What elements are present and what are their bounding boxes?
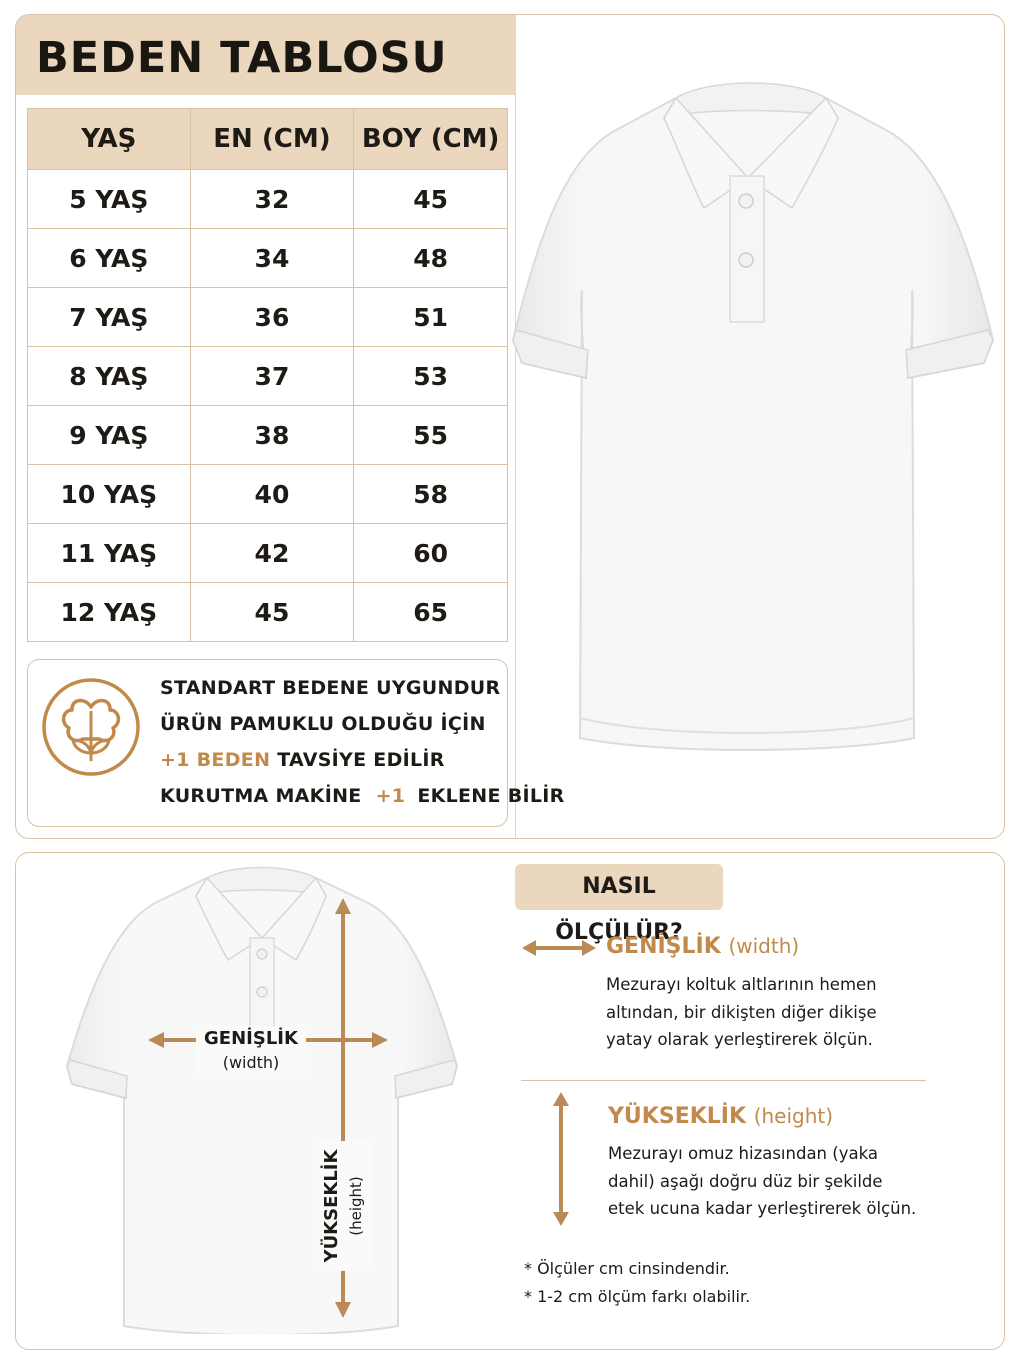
dryer-end-text: EKLENE BİLİR: [417, 785, 565, 807]
height-measure-sub: (height): [753, 1104, 834, 1128]
plus-one-size: +1 BEDEN: [160, 749, 271, 771]
info-line-recommend: [160, 746, 565, 782]
info-lines: [160, 674, 565, 818]
height-measure-label: YÜKSEKLİK: [608, 1104, 747, 1129]
header-height: BOY (CM): [354, 109, 508, 170]
cell-height: 48: [354, 229, 508, 288]
width-label: GENİŞLİK: [204, 1028, 298, 1049]
cell-age: 9 YAŞ: [28, 406, 191, 465]
width-instruction-line: Mezurayı koltuk altlarının hemen: [606, 975, 877, 994]
table-row: [28, 406, 508, 465]
cell-height: 55: [354, 406, 508, 465]
cell-height: 65: [354, 583, 508, 642]
width-sub-label: (width): [222, 1053, 280, 1072]
width-measure-label: GENİŞLİK: [606, 934, 721, 959]
size-chart-title: BEDEN TABLOSU: [36, 33, 448, 83]
width-measure-instructions: [606, 971, 877, 1054]
cell-width: 37: [190, 347, 354, 406]
table-header-row: [28, 109, 508, 170]
cell-age: 11 YAŞ: [28, 524, 191, 583]
cotton-icon: [41, 677, 141, 777]
height-sub-label: (height): [347, 1176, 365, 1236]
width-instruction-line: altından, bir dikişten diğer dikişe: [606, 1002, 877, 1022]
height-instruction-line: dahil) aşağı doğru düz bir şekilde: [608, 1171, 883, 1191]
width-measure-sub: (width): [728, 934, 800, 958]
cell-age: 12 YAŞ: [28, 583, 191, 642]
cell-age: 8 YAŞ: [28, 347, 191, 406]
cell-width: 38: [190, 406, 354, 465]
height-instruction-line: etek ucuna kadar yerleştirerek ölçün.: [608, 1199, 917, 1218]
cell-age: 7 YAŞ: [28, 288, 191, 347]
fabric-info-box: [27, 659, 565, 827]
note-unit: * Ölçüler cm cinsindendir.: [524, 1259, 730, 1278]
cell-height: 60: [354, 524, 508, 583]
cell-height: 45: [354, 170, 508, 229]
height-legend-arrow: [551, 1092, 571, 1226]
table-row: [28, 288, 508, 347]
info-line-dryer: [160, 782, 565, 818]
height-instruction-line: Mezurayı omuz hizasından (yaka: [608, 1144, 878, 1163]
height-label: YÜKSEKLİK: [321, 1149, 342, 1263]
height-measure-title: [608, 1104, 833, 1129]
width-label-box: [196, 1026, 306, 1074]
cell-width: 42: [190, 524, 354, 583]
cell-height: 53: [354, 347, 508, 406]
height-label-box: [319, 1141, 371, 1271]
cell-width: 32: [190, 170, 354, 229]
cell-age: 5 YAŞ: [28, 170, 191, 229]
table-row: [28, 170, 508, 229]
recommend-text: TAVSİYE EDİLİR: [270, 749, 445, 771]
how-to-measure-title: NASIL ÖLÇÜLÜR?: [515, 864, 723, 910]
cell-width: 34: [190, 229, 354, 288]
width-legend-arrow: [522, 938, 596, 958]
table-row: [28, 229, 508, 288]
cell-height: 51: [354, 288, 508, 347]
header-age: YAŞ: [28, 109, 191, 170]
cell-age: 6 YAŞ: [28, 229, 191, 288]
width-instruction-line: yatay olarak yerleştirerek ölçün.: [606, 1030, 873, 1049]
measurement-notes: [524, 1255, 750, 1311]
cell-age: 10 YAŞ: [28, 465, 191, 524]
cell-width: 45: [190, 583, 354, 642]
info-line-cotton: ÜRÜN PAMUKLU OLDUĞU İÇİN: [160, 713, 486, 735]
table-row: [28, 465, 508, 524]
dryer-text: KURUTMA MAKİNE: [160, 785, 362, 807]
cell-height: 58: [354, 465, 508, 524]
dryer-plus-one: +1: [375, 785, 406, 807]
cell-width: 36: [190, 288, 354, 347]
title-band: [16, 15, 516, 95]
polo-shirt-image: [508, 78, 994, 754]
cell-width: 40: [190, 465, 354, 524]
height-measure-instructions: [608, 1140, 916, 1223]
header-width: EN (CM): [190, 109, 354, 170]
table-row: [28, 583, 508, 642]
measurement-shirt-image: [62, 866, 460, 1334]
info-line-standard: STANDART BEDENE UYGUNDUR: [160, 677, 501, 699]
note-tolerance: * 1-2 cm ölçüm farkı olabilir.: [524, 1287, 751, 1306]
width-measure-title: [606, 934, 799, 959]
size-table: [27, 108, 508, 642]
section-divider: [521, 1080, 926, 1081]
table-row: [28, 524, 508, 583]
table-row: [28, 347, 508, 406]
